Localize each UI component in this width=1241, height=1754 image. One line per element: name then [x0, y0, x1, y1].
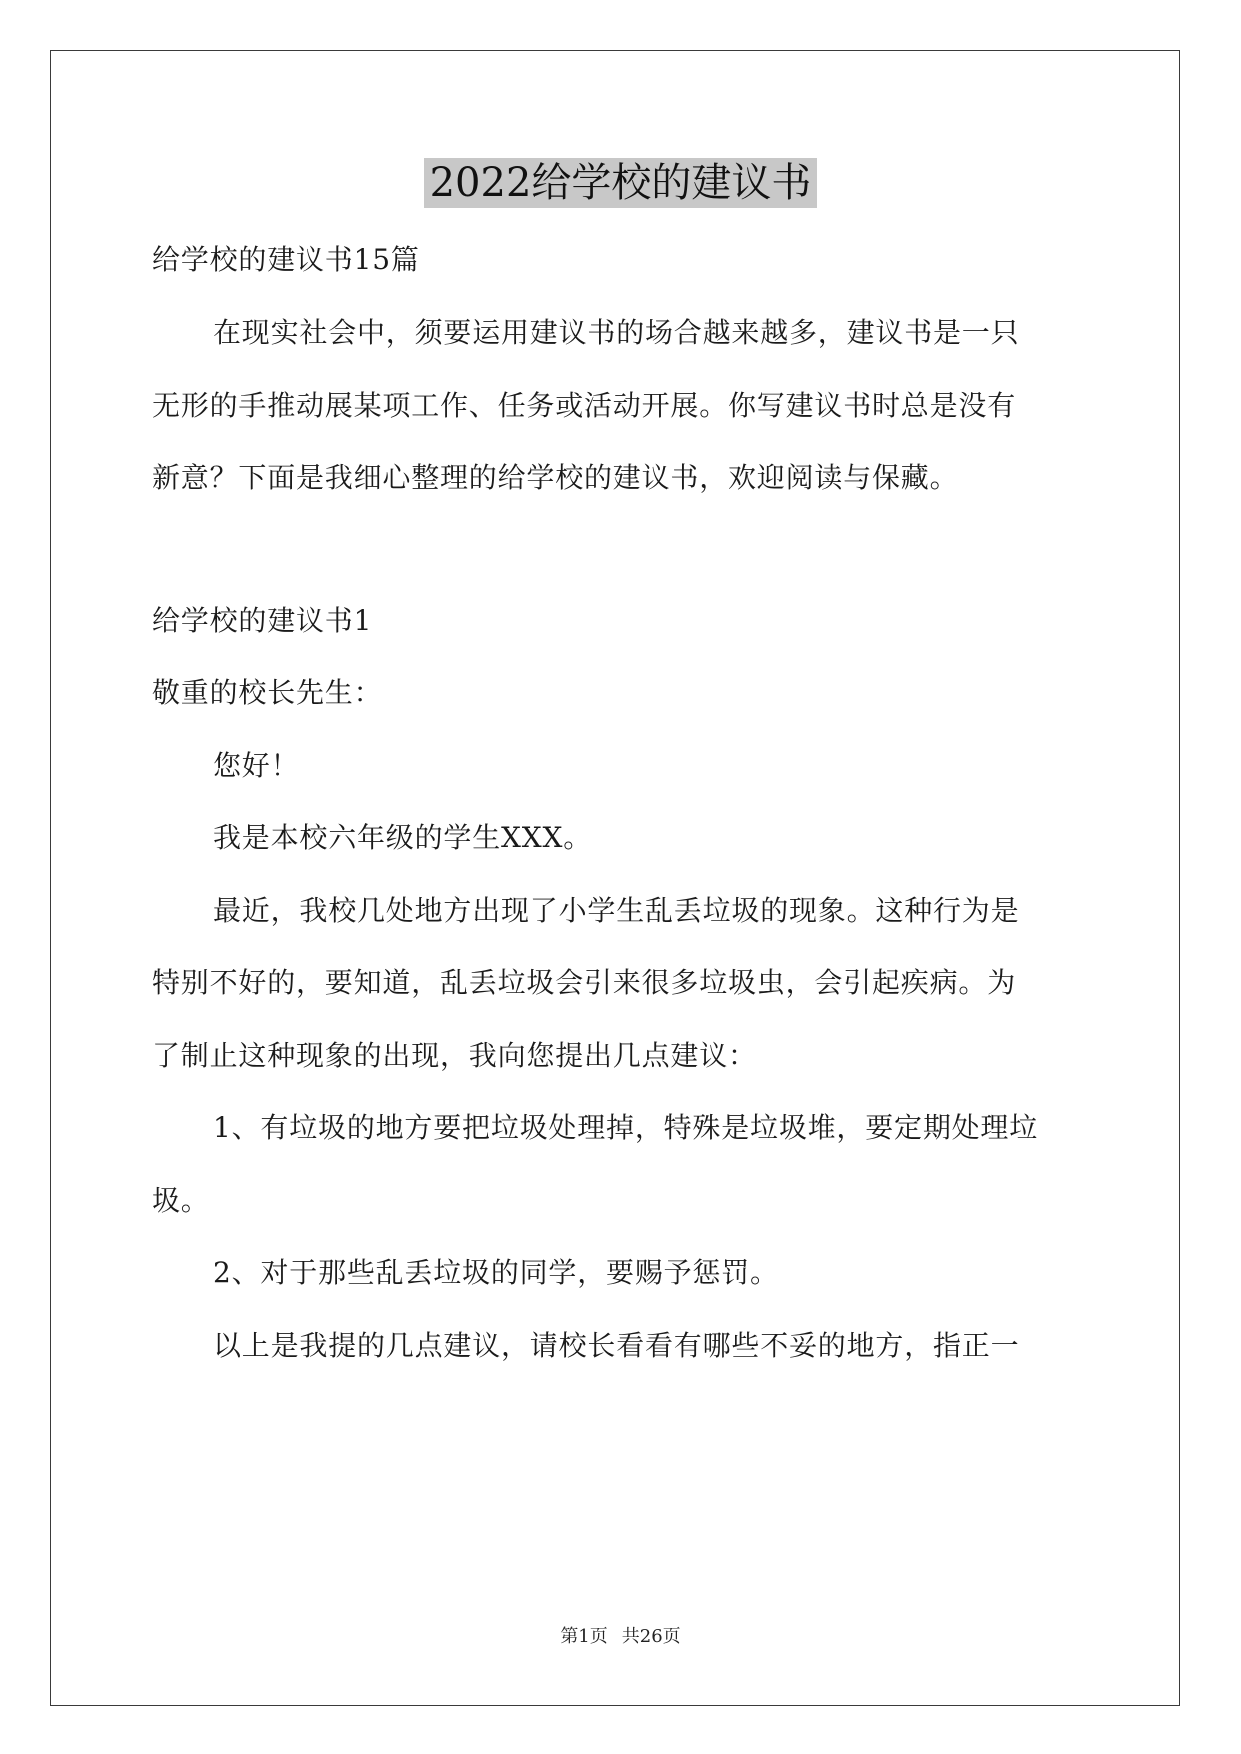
document-title [0, 158, 1241, 208]
section-heading: 给学校的建议书1 [152, 604, 373, 637]
intro-line-3: 新意？下面是我细心整理的给学校的建议书，欢迎阅读与保藏。 [152, 461, 959, 494]
point-1-line-2: 圾。 [152, 1184, 210, 1217]
greeting: 您好！ [213, 749, 300, 782]
body-line-3: 了制止这种现象的出现，我向您提出几点建议： [152, 1039, 757, 1072]
body-line-1: 最近，我校几处地方出现了小学生乱丢垃圾的现象。这种行为是 [213, 894, 1020, 927]
point-1-line-1: 1、有垃圾的地方要把垃圾处理掉，特殊是垃圾堆，要定期处理垃 [213, 1111, 1039, 1144]
intro-line-1: 在现实社会中，须要运用建议书的场合越来越多，建议书是一只 [213, 316, 1020, 349]
page-border [50, 50, 1180, 1706]
salutation: 敬重的校长先生： [152, 676, 383, 709]
page-number: 第1页 [560, 1626, 608, 1647]
page-footer [0, 1625, 1241, 1649]
total-pages: 共26页 [621, 1626, 681, 1647]
closing-line: 以上是我提的几点建议，请校长看看有哪些不妥的地方，指正一 [213, 1329, 1020, 1362]
intro-line-2: 无形的手推动展某项工作、任务或活动开展。你写建议书时总是没有 [152, 389, 1017, 422]
document-title-text: 2022给学校的建议书 [424, 158, 818, 208]
point-2: 2、对于那些乱丢垃圾的同学，要赐予惩罚。 [213, 1256, 779, 1289]
body-line-2: 特别不好的，要知道，乱丢垃圾会引来很多垃圾虫，会引起疾病。为 [152, 966, 1017, 999]
self-intro: 我是本校六年级的学生XXX。 [213, 821, 593, 854]
document-subtitle: 给学校的建议书15篇 [152, 243, 420, 276]
